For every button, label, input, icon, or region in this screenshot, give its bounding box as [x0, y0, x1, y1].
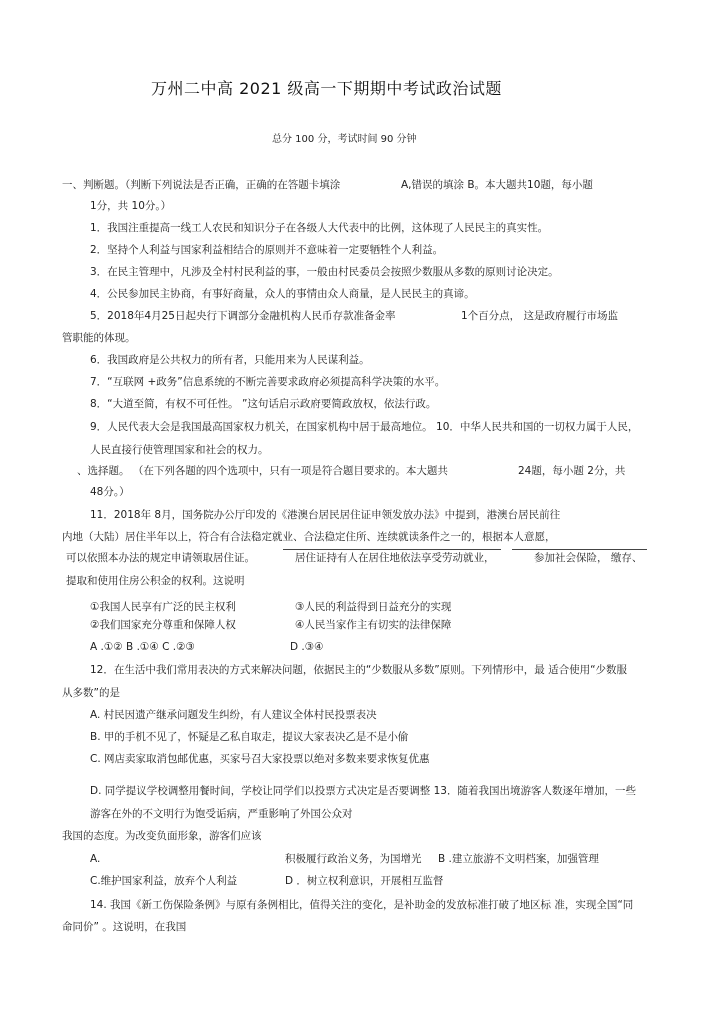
q11-option-2: ②我们国家充分尊重和保障人权	[90, 619, 236, 631]
q13-option-d: D ．树立权利意识，开展相互监督	[285, 875, 444, 887]
question-11-line3-end: 参加社会保险， 缴存、	[534, 552, 643, 564]
question-11-line3-cont: 居住证持有人在居住地依法享受劳动就业，	[295, 552, 495, 564]
q12-option-c: C. 网店卖家取消包邮优惠，买家号召大家投票以绝对多数来要求恢复优惠	[90, 753, 430, 765]
q12-option-d-and-q13: D. 同学提议学校调整用餐时间，学校让同学们以投票方式决定是否要调整 13．随着我国出境游客人数逐年增加，一些	[90, 785, 636, 797]
q12-option-a: A. 村民因遗产继承问题发生纠纷，有人建议全体村民投票表决	[90, 709, 377, 721]
question-14-line2: 命同价” 。这说明，在我国	[62, 921, 187, 933]
section2-intro-cont: 24题，每小题 2分，共	[518, 465, 626, 477]
question-11-line4: 提取和使用住房公积金的权利。这说明	[66, 575, 245, 587]
question-11-line3: 可以依照本办法的规定申请领取居住证。	[66, 552, 255, 564]
q13-option-a: 积极履行政治义务，为国增光	[285, 853, 422, 865]
question-8: 8．“大道至简，有权不可任性。 ”这句话启示政府要简政放权，依法行政。	[90, 398, 437, 410]
q11-option-4: ④人民当家作主有切实的法律保障	[295, 619, 452, 631]
question-14: 14. 我国《新工伤保险条例》与原有条例相比，值得关注的变化，是补助金的发放标准打破了地区标 准，实现全国“同	[90, 899, 634, 911]
q11-option-1: ①我国人民享有广泛的民主权利	[90, 601, 236, 613]
question-11-line2: 内地（大陆）居住半年以上，符合有合法稳定就业、合法稳定住所、连续就读条件之一的，根据本人意愿，	[62, 531, 556, 543]
section2-intro-end: 48分。）	[90, 486, 130, 498]
question-2: 2．坚持个人利益与国家利益相结合的原则并不意味着一定要牺牲个人利益。	[90, 244, 444, 256]
question-13-line3: 我国的态度。为改变负面形象，游客们应该	[62, 830, 262, 842]
question-3: 3．在民主管理中，凡涉及全村村民利益的事，一般由村民委员会按照少数服从多数的原则讨论决定。	[90, 266, 559, 278]
q12-option-b: B. 甲的手机不见了，怀疑是乙私自取走，提议大家表决乙是不是小偷	[90, 731, 409, 743]
exam-meta: 总分 100 分，考试时间 90 分钟	[272, 134, 417, 145]
section2-intro: 、选择题。 （在下列各题的四个选项中，只有一项是符合题目要求的。本大题共	[77, 465, 448, 477]
question-5-end: 管职能的体现。	[62, 332, 136, 344]
question-1: 1．我国注重提高一线工人农民和知识分子在各级人大代表中的比例，这体现了人民民主的真实性。	[90, 222, 549, 234]
q13-option-c: C.维护国家利益，放弃个人利益	[90, 875, 238, 887]
underline-mark	[283, 549, 501, 550]
question-10-end: 人民直接行使管理国家和社会的权力。	[90, 444, 269, 456]
underline-mark	[512, 549, 647, 550]
question-11: 11．2018年 8月，国务院办公厅印发的《港澳台居民居住证申领发放办法》中提到，港澳台居民前往	[90, 509, 561, 521]
question-5: 5．2018年4月25日起央行下调部分金融机构人民币存款准备金率	[90, 310, 396, 322]
q13-option-b: B .建立旅游不文明档案，加强管理	[438, 853, 599, 865]
section1-intro: 一、判断题。（判断下列说法是否正确，正确的在答题卡填涂	[62, 179, 341, 191]
section1-intro-end: 1分，共 10分。）	[90, 200, 172, 212]
q13-option-a-letter: A.	[90, 853, 101, 865]
q11-choice-d: D .③④	[290, 641, 324, 653]
question-9-10: 9．人民代表大会是我国最高国家权力机关，在国家机构中居于最高地位。 10．中华人民共和国的一切权力属于人民，	[90, 421, 639, 433]
question-12: 12．在生活中我们常用表决的方式来解决问题，依据民主的“少数服从多数”原则。下列情形中，最 适合使用“少数服	[90, 664, 628, 676]
question-4: 4．公民参加民主协商，有事好商量，众人的事情由众人商量，是人民民主的真谛。	[90, 288, 475, 300]
question-12-line2: 从多数”的是	[62, 687, 120, 699]
section1-intro-cont: A,错误的填涂 B。本大题共10题，每小题	[401, 179, 593, 191]
question-7: 7．“互联网 +政务”信息系统的不断完善要求政府必须提高科学决策的水平。	[90, 376, 446, 388]
question-6: 6．我国政府是公共权力的所有者，只能用来为人民谋利益。	[90, 354, 370, 366]
exam-title: 万州二中高 2021 级高一下期期中考试政治试题	[151, 79, 502, 98]
q11-option-3: ③人民的利益得到日益充分的实现	[295, 601, 452, 613]
question-5-cont: 1个百分点， 这是政府履行市场监	[461, 310, 619, 322]
question-13-line2: 游客在外的不文明行为饱受诟病，严重影响了外国公众对	[90, 808, 353, 820]
q11-choices-abc: A .①② B .①④ C .②③	[90, 641, 195, 653]
